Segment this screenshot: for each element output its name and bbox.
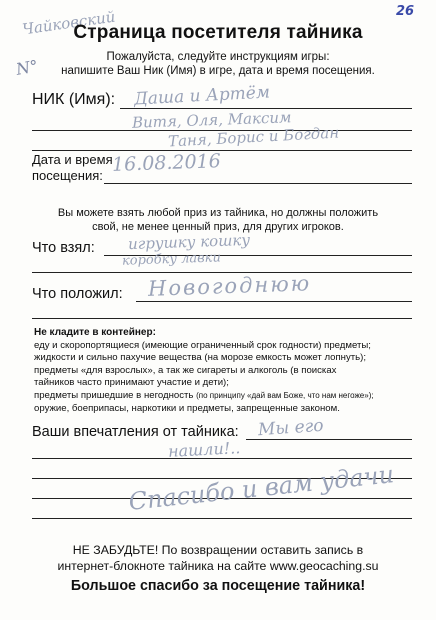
handwritten-took-2: коробку лавки	[121, 250, 222, 269]
page-number: 26	[396, 4, 415, 19]
datetime-label	[32, 152, 113, 184]
handwritten-took-1: игрушку кошку	[127, 230, 251, 254]
put-line-2	[32, 318, 412, 319]
footer-line-1: НЕ ЗАБУДЬТЕ! По возвращении оставить запись в	[72, 543, 364, 557]
footer-reminder	[0, 542, 436, 574]
swap-note-line-2: свой, не менее ценный приз, для других игроков.	[92, 221, 344, 233]
instructions-line-1: Пожалуйста, следуйте инструкциям игры:	[106, 51, 330, 63]
took-line-2	[32, 272, 412, 273]
warning-line-4: тайников часто принимают участие и дети);	[34, 377, 229, 389]
impressions-line-5	[32, 518, 412, 519]
datetime-line	[104, 183, 412, 184]
warning-line-5-note: (по принципу «дай вам Боже, что нам негоже»);	[196, 390, 374, 400]
handwritten-margin-note: Чайковский	[21, 7, 117, 39]
warning-line-5	[34, 390, 419, 403]
handwritten-nick-3: Таня, Борис и Богдан	[167, 123, 340, 151]
handwritten-nick-1: Даша и Артём	[133, 82, 271, 110]
handwritten-date: 16.08.2016	[111, 150, 222, 176]
took-label: Что взял:	[32, 240, 95, 256]
swap-note	[0, 206, 436, 234]
impressions-label: Ваши впечатления от тайника:	[32, 424, 239, 440]
instructions	[0, 50, 436, 78]
thanks-line: Большое спасибо за посещение тайника!	[70, 578, 366, 594]
handwritten-nick-2: Витя, Оля, Максим	[131, 108, 292, 132]
warning-heading: Не кладите в контейнер:	[34, 327, 156, 338]
nick-line-3	[32, 150, 412, 151]
footer-line-2: интернет-блокноте тайника на сайте www.geocaching.su	[57, 559, 379, 573]
datetime-label-line-2: посещения:	[32, 168, 103, 183]
warning-line-6: оружие, боеприпасы, наркотики и предметы, запрещенные законом.	[34, 402, 340, 414]
handwritten-put: Новогоднюю	[147, 271, 312, 301]
warning-line-3: предметы «для взрослых», а так же сигареты и алкоголь (в поисках	[34, 364, 337, 376]
page-title: Страница посетителя тайника	[73, 22, 363, 43]
nick-label: НИК (Имя):	[32, 91, 116, 108]
warning-line-5-main: предметы пришедшие в негодность	[34, 389, 194, 401]
put-line-1	[136, 301, 412, 302]
impressions-line-2	[32, 458, 412, 459]
handwritten-impression-2: нашли!..	[167, 438, 241, 461]
handwritten-impression-3: Спасибо и вам удачи	[127, 460, 396, 516]
warning-line-2: жидкости и сильно пахучие вещества (на морозе емкость может лопнуть);	[34, 352, 367, 364]
do-not-put-warning	[34, 327, 419, 415]
warning-line-1: еду и скоропортящиеся (имеющие ограниченный срок годности) предметы;	[34, 339, 371, 351]
handwritten-impression-1: Мы его	[257, 415, 325, 441]
instructions-line-2: напишите Ваш Ник (Имя) в игре, дата и время посещения.	[61, 65, 375, 77]
handwritten-margin-mark: N°	[14, 56, 40, 79]
swap-note-line-1: Вы можете взять любой приз из тайника, но должны положить	[57, 207, 379, 219]
datetime-label-line-1: Дата и время	[32, 152, 113, 167]
put-label: Что положил:	[32, 286, 123, 302]
